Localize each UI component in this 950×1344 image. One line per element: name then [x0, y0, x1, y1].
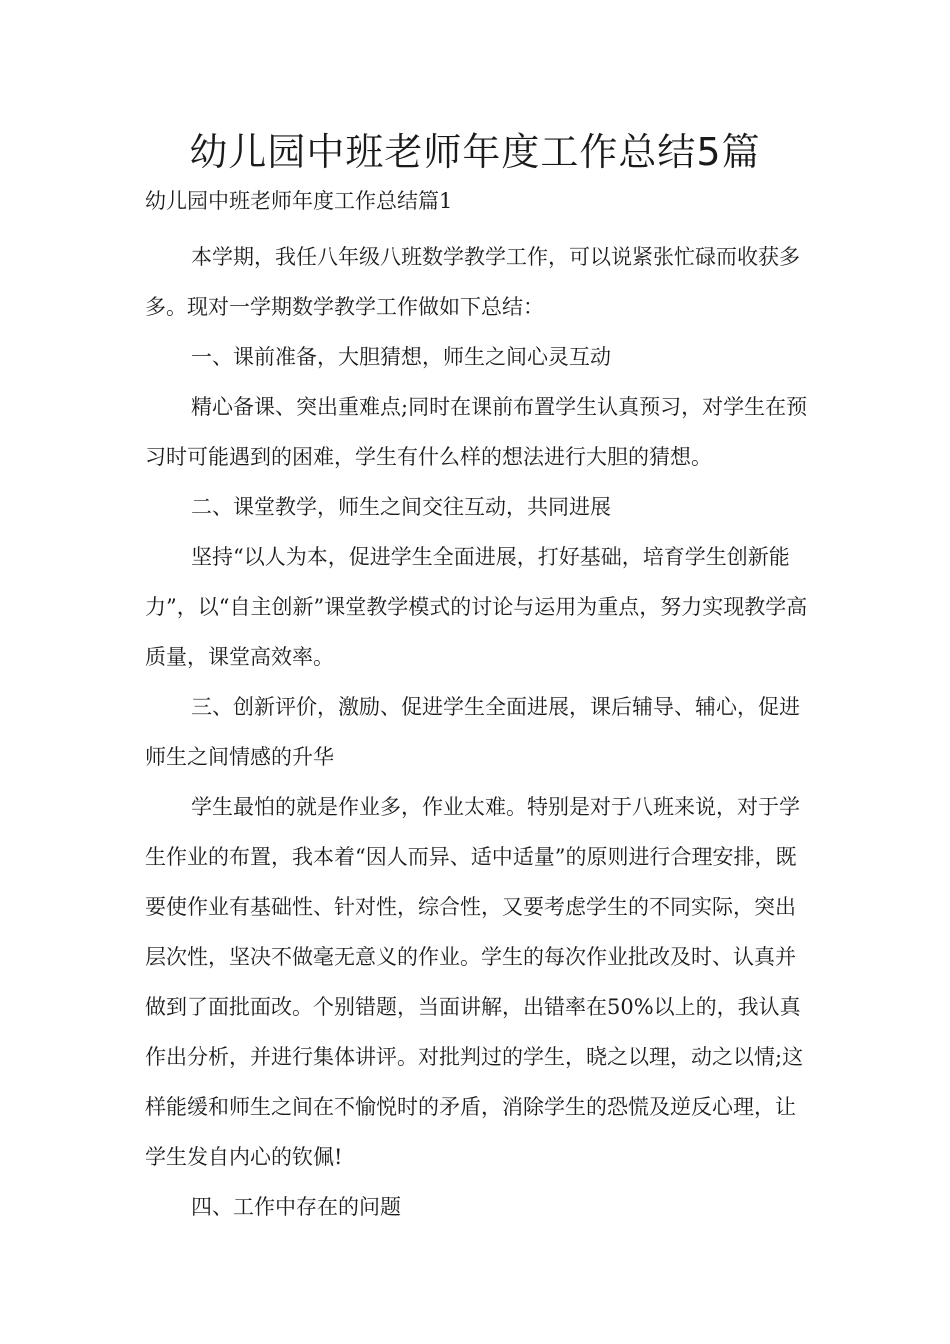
document-body — [145, 232, 815, 1232]
document-subtitle: 幼儿园中班老师年度工作总结篇1 — [145, 189, 453, 213]
section-heading-2: 二、课堂教学，师生之间交往互动，共同进展 — [191, 495, 611, 519]
section-heading-4: 四、工作中存在的问题 — [191, 1195, 401, 1219]
section-heading-3: 三、创新评价，激励、促进学生全面进展，课后辅导、辅心，促进师生之间情感的升华 — [145, 695, 800, 769]
paragraph-intro: 本学期，我任八年级八班数学教学工作，可以说紧张忙碌而收获多多。现对一学期数学教学工作做如下总结： — [145, 245, 800, 319]
paragraph-section-3: 学生最怕的就是作业多，作业太难。特别是对于八班来说，对于学生作业的布置，我本着“因人而异、适中适量”的原则进行合理安排，既要使作业有基础性、针对性，综合性，又要考虑学生的不同实际，突出层次性，坚决不做毫无意义的作业。学生的每次作业批改及时、认真并做到了面批面改。个别错题，当面讲解，出错率在50%以上的，我认真作出分析，并进行集体讲评。对批判过的学生，晓之以理，动之以情;这样能缓和师生之间在不愉悦时的矛盾，消除学生的恐慌及逆反心理，让学生发自内心的钦佩! — [145, 795, 804, 1169]
section-heading-1: 一、课前准备，大胆猜想，师生之间心灵互动 — [191, 345, 611, 369]
paragraph-section-1: 精心备课、突出重难点;同时在课前布置学生认真预习，对学生在预习时可能遇到的困难，学生有什么样的想法进行大胆的猜想。 — [145, 395, 808, 469]
paragraph-section-2: 坚持“以人为本，促进学生全面进展，打好基础，培育学生创新能力”，以“自主创新”课堂教学模式的讨论与运用为重点，努力实现教学高质量，课堂高效率。 — [145, 545, 808, 669]
document-title: 幼儿园中班老师年度工作总结5篇 — [189, 130, 761, 174]
